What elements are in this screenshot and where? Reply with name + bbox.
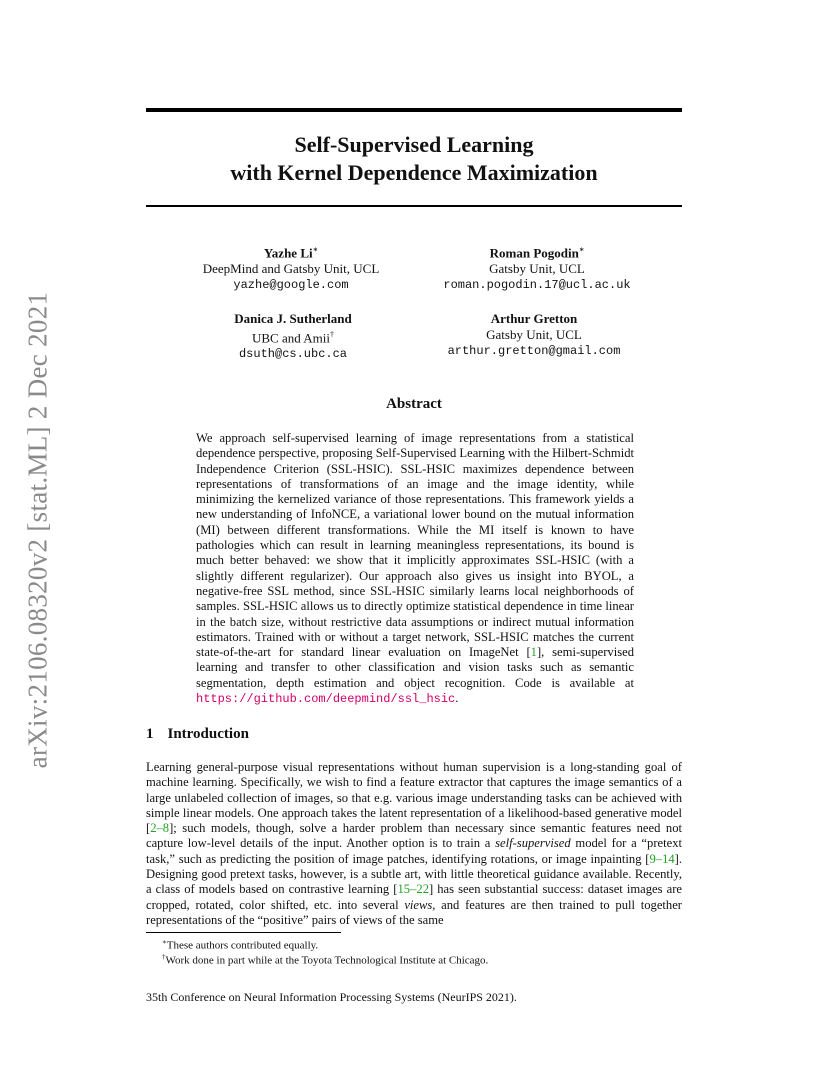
author-name: Yazhe Li∗	[263, 245, 319, 261]
paper-title	[146, 131, 682, 187]
title-line-2: with Kernel Dependence Maximization	[230, 160, 598, 185]
author-block-3	[163, 311, 423, 362]
citation-link[interactable]: 2–8	[150, 821, 170, 836]
title-bottom-rule	[146, 205, 682, 207]
title-top-rule	[146, 108, 682, 112]
author-name: Arthur Gretton	[490, 311, 578, 326]
author-name: Danica J. Sutherland	[234, 311, 352, 326]
citation-link[interactable]: 15–22	[397, 882, 429, 897]
arxiv-identifier: arXiv:2106.08320v2 [stat.ML] 2 Dec 2021	[22, 291, 53, 769]
author-block-4	[404, 311, 664, 359]
author-email[interactable]: dsuth@cs.ubc.ca	[238, 347, 348, 362]
code-url-link[interactable]: https://github.com/deepmind/ssl_hsic	[196, 692, 456, 707]
footnote-rule	[146, 932, 341, 933]
author-block-2	[407, 242, 667, 293]
abstract-heading: Abstract	[386, 396, 442, 412]
citation-link[interactable]: 9–14	[649, 851, 675, 866]
author-email[interactable]: roman.pogodin.17@ucl.ac.uk	[443, 278, 631, 293]
author-affiliation: UBC and Amii†	[251, 330, 334, 346]
author-affiliation: Gatsby Unit, UCL	[489, 261, 585, 277]
author-block-1	[161, 242, 421, 293]
citation-link[interactable]: 1	[530, 645, 537, 660]
venue-note: 35th Conference on Neural Information Processing Systems (NeurIPS 2021).	[146, 990, 517, 1004]
footnote-2: †Work done in part while at the Toyota Technological Institute at Chicago.	[162, 953, 489, 967]
section-heading: 1 Introduction	[146, 726, 249, 742]
author-affiliation: DeepMind and Gatsby Unit, UCL	[202, 261, 380, 277]
author-email[interactable]: arthur.gretton@gmail.com	[447, 344, 621, 358]
title-line-1: Self-Supervised Learning	[294, 132, 534, 157]
abstract-body: We approach self-supervised learning of image representations from a statistical dependence perspective, proposing Self-Supervised Learning with the Hilbert-Schmidt Independence Criterion (SSL-HSIC). SSL-HSIC maximizes dependence between representations of transformations of an image and the image identity, while minimizing the kernelized variance of those representations. This framework yields a new understanding of InfoNCE, a variational lower bound on the mutual information (MI) between different transformations. While the MI itself is known to have pathologies which can result in learning meaningless representations, its bound is much better behaved: we show that it implicitly approximates SSL-HSIC (with a slightly different regularizer). Our approach also gives us insight into BYOL, a negative-free SSL method, since SSL-HSIC similarly learns local neighborhoods of samples. SSL-HSIC allows us to directly optimize statistical dependence in time linear in the batch size, without restrictive data assumptions or indirect mutual information estimators. Trained with or without a target network, SSL-HSIC matches the current state-of-the-art for standard linear evaluation on ImageNet [1], semi-supervised learning and transfer to other classification and vision tasks such as semantic segmentation, depth estimation and object recognition. Code is available at https://github.com/deepmind/ssl_hsic.	[196, 431, 634, 707]
author-name: Roman Pogodin∗	[489, 245, 585, 261]
author-email[interactable]: yazhe@google.com	[233, 278, 349, 293]
introduction-body: Learning general-purpose visual representations without human supervision is a long-standing goal of machine learning. Specifically, we wish to find a feature extractor that captures the image semantics of a large unlabeled collection of images, so that e.g. various image understanding tasks can be achieved with simple linear models. One approach takes the latent representation of a likelihood-based generative model [2–8]; such models, though, solve a harder problem than necessary since semantic features need not capture low-level details of the input. Another option is to train a self-supervised model for a “pretext task,” such as predicting the position of image patches, identifying rotations, or image inpainting [9–14]. Designing good pretext tasks, however, is a subtle art, with little theoretical guidance available. Recently, a class of models based on contrastive learning [15–22] has seen substantial success: dataset images are cropped, rotated, color shifted, etc. into several views, and features are then trained to pull together representations of the “positive” pairs of views of the same	[146, 760, 682, 927]
author-affiliation: Gatsby Unit, UCL	[486, 327, 582, 342]
footnote-1: ∗These authors contributed equally.	[162, 938, 319, 952]
